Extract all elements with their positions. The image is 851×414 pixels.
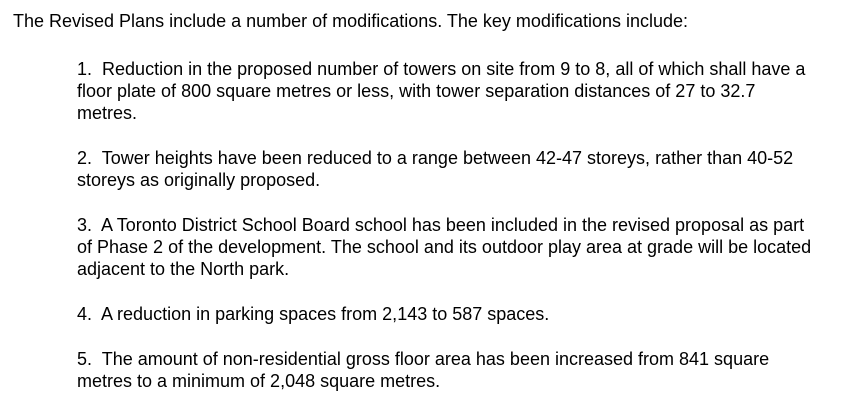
list-item	[77, 303, 817, 325]
list-item-number: 1.	[77, 59, 93, 79]
intro-paragraph: The Revised Plans include a number of modifications. The key modifications include:	[13, 11, 689, 31]
list-item-text: The amount of non-residential gross floor area has been increased from 841 square metres to a minimum of 2,048 square metres.	[77, 349, 770, 391]
list-item-text: Tower heights have been reduced to a range between 42-47 storeys, rather than 40-52 storeys as originally proposed.	[77, 148, 794, 190]
list-item-number: 3.	[77, 215, 93, 235]
list-item	[77, 214, 817, 280]
list-item-text: A Toronto District School Board school has been included in the revised proposal as part of Phase 2 of the development. The school and its outdoor play area at grade will be located adjacent to the North park.	[77, 215, 812, 279]
list-item-number: 4.	[77, 304, 93, 324]
modifications-list	[77, 58, 817, 392]
list-item	[77, 348, 817, 392]
list-item-text: A reduction in parking spaces from 2,143 to 587 spaces.	[101, 304, 550, 324]
list-item	[77, 58, 817, 124]
list-item-number: 5.	[77, 349, 93, 369]
list-item	[77, 147, 817, 191]
list-item-text: Reduction in the proposed number of towers on site from 9 to 8, all of which shall have a floor plate of 800 square metres or less, with tower separation distances of 27 to 32.7 metres.	[77, 59, 806, 123]
list-item-number: 2.	[77, 148, 93, 168]
